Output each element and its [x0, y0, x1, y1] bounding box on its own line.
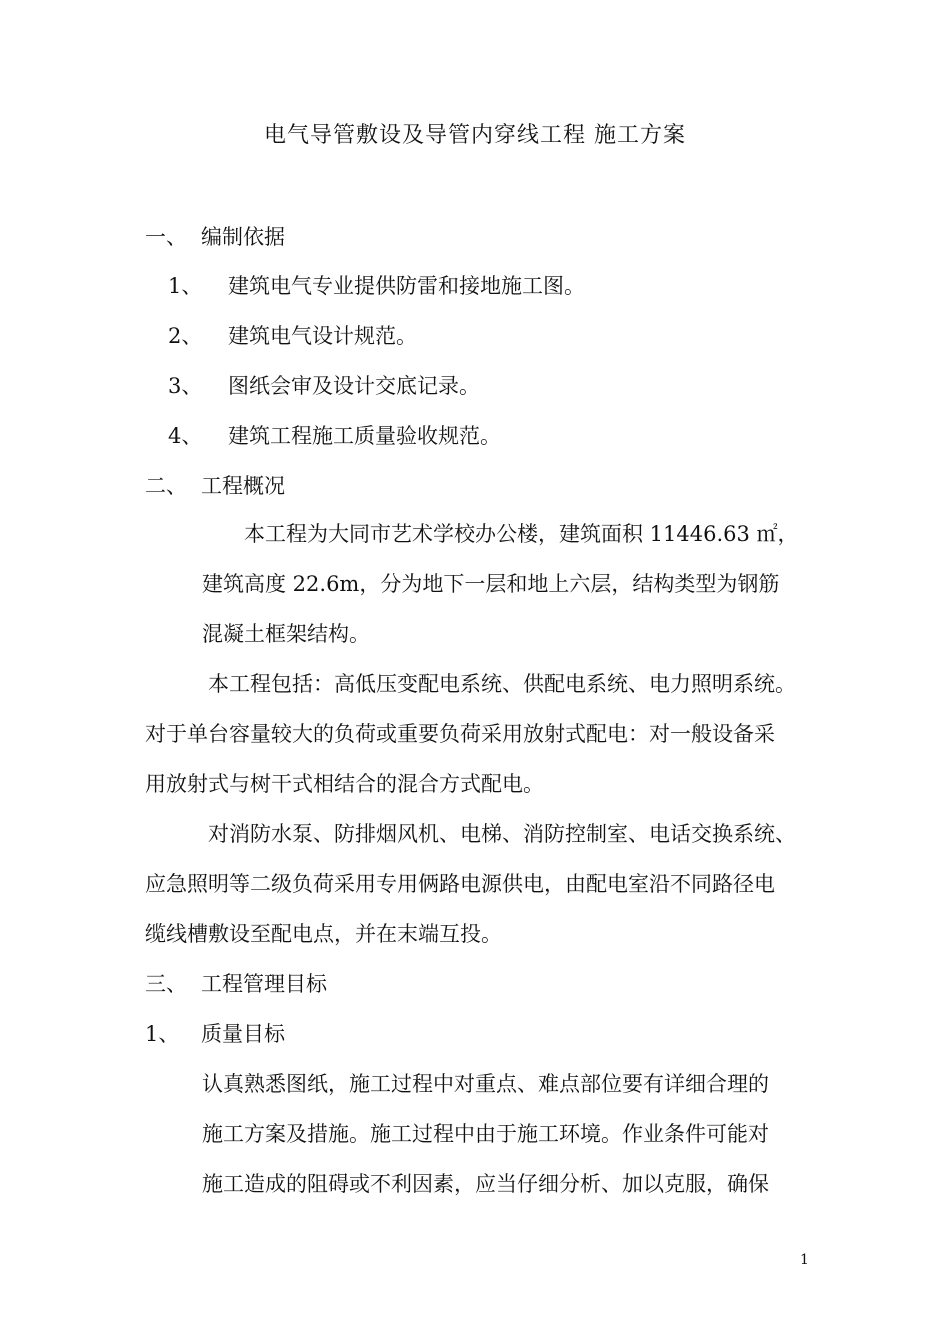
paragraph-line: 对消防水泵、防排烟风机、电梯、消防控制室、电话交换系统、	[208, 822, 796, 846]
list-item-number: 4、	[168, 424, 203, 448]
paragraph-line: 混凝土框架结构。	[202, 622, 370, 646]
page-number: 1	[800, 1252, 809, 1268]
list-item-text: 建筑工程施工质量验收规范。	[228, 424, 501, 448]
list-item	[168, 321, 417, 351]
paragraph-line: 本工程为大同市艺术学校办公楼，建筑面积 11446.63 ㎡，	[244, 522, 799, 546]
list-item	[168, 371, 480, 401]
paragraph-line: 缆线槽敷设至配电点，并在末端互投。	[145, 922, 502, 946]
paragraph-line: 本工程包括：高低压变配电系统、供配电系统、电力照明系统。	[208, 672, 796, 696]
paragraph-line: 施工方案及措施。施工过程中由于施工环境。作业条件可能对	[202, 1122, 769, 1146]
paragraph-line: 应急照明等二级负荷采用专用俩路电源供电，由配电室沿不同路径电	[145, 872, 775, 896]
subsection-1-title: 质量目标	[201, 1022, 285, 1046]
section-3-heading	[145, 969, 327, 999]
section-1-heading	[145, 222, 285, 252]
list-item-text: 图纸会审及设计交底记录。	[228, 374, 480, 398]
list-item-number: 1、	[168, 274, 203, 298]
list-item	[168, 271, 585, 301]
list-item-number: 3、	[168, 374, 203, 398]
paragraph-line: 用放射式与树干式相结合的混合方式配电。	[145, 772, 544, 796]
section-2-heading	[145, 471, 285, 501]
section-2-marker: 二、	[145, 474, 187, 498]
section-3-title: 工程管理目标	[201, 972, 327, 996]
section-1-title: 编制依据	[201, 225, 285, 249]
subsection-1-heading	[145, 1019, 285, 1049]
section-1-marker: 一、	[145, 225, 187, 249]
list-item-text: 建筑电气专业提供防雷和接地施工图。	[228, 274, 585, 298]
section-3-marker: 三、	[145, 972, 187, 996]
paragraph-line: 对于单台容量较大的负荷或重要负荷采用放射式配电：对一般设备采	[145, 722, 775, 746]
list-item	[168, 421, 501, 451]
paragraph-line: 认真熟悉图纸，施工过程中对重点、难点部位要有详细合理的	[202, 1072, 769, 1096]
list-item-number: 2、	[168, 324, 203, 348]
section-2-title: 工程概况	[201, 474, 285, 498]
document-title: 电气导管敷设及导管内穿线工程 施工方案	[264, 123, 686, 148]
paragraph-line: 建筑高度 22.6m，分为地下一层和地上六层，结构类型为钢筋	[202, 572, 780, 596]
list-item-text: 建筑电气设计规范。	[228, 324, 417, 348]
subsection-1-number: 1、	[145, 1022, 180, 1046]
paragraph-line: 施工造成的阻碍或不利因素，应当仔细分析、加以克服，确保	[202, 1172, 769, 1196]
